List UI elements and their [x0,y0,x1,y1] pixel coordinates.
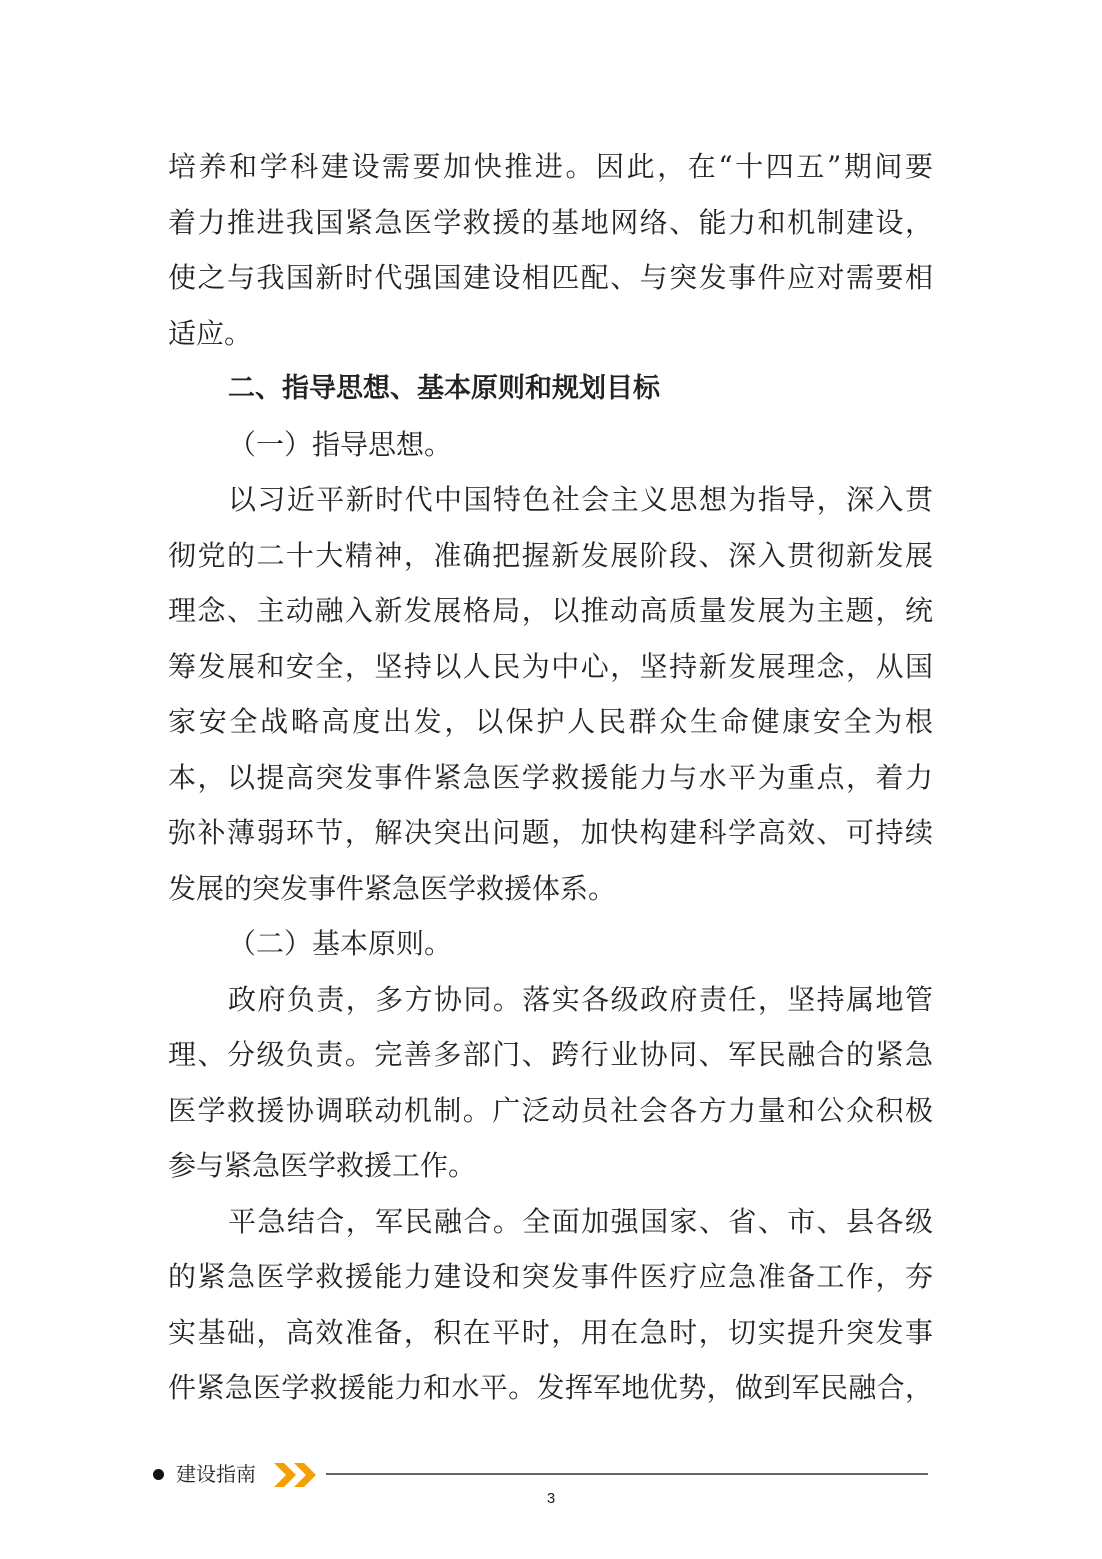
text-line: 家安全战略高度出发，以保护人民群众生命健康安全为根 [168,705,933,738]
text-line: 的紧急医学救援能力建设和突发事件医疗应急准备工作，夯 [168,1260,933,1293]
text-line: 发展的突发事件紧急医学救援体系。 [168,871,617,905]
text-line: 件紧急医学救援能力和水平。发挥军地优势，做到军民融合， [168,1371,933,1404]
text-line: 彻党的二十大精神，准确把握新发展阶段、深入贯彻新发展 [168,538,933,572]
text-line: 参与紧急医学救援工作。 [168,1149,477,1182]
bullet-icon [153,1469,164,1480]
footer-label: 建设指南 [176,1462,256,1486]
text-line: 二、指导思想、基本原则和规划目标 [228,373,660,404]
text-line: 筹发展和安全，坚持以人民为中心，坚持新发展理念，从国 [168,649,933,683]
paragraph [168,472,933,916]
section-heading [168,361,933,417]
text-line: （二）基本原则。 [228,927,453,960]
text-line: 使之与我国新时代强国建设相匹配、与突发事件应对需要相 [168,261,933,294]
text-line: 弥补薄弱环节，解决突出问题，加快构建科学高效、可持续 [168,816,933,849]
text-line: 以习近平新时代中国特色社会主义思想为指导，深入贯 [228,483,933,516]
document-body [168,139,933,1416]
paragraph [168,1194,933,1416]
text-line: 着力推进我国紧急医学救援的基地网络、能力和机制建设， [168,205,933,239]
paragraph [168,417,933,473]
double-chevron-icon [274,1463,320,1487]
paragraph [168,139,933,361]
text-line: 政府负责，多方协同。落实各级政府责任，坚持属地管 [228,982,933,1016]
text-line: 本，以提高突发事件紧急医学救援能力与水平为重点，着力 [168,760,933,794]
text-line: 平急结合，军民融合。全面加强国家、省、市、县各级 [228,1204,933,1238]
text-line: 理、分级负责。完善多部门、跨行业协同、军民融合的紧急 [168,1038,933,1071]
text-line: 医学救援协调联动机制。广泛动员社会各方力量和公众积极 [168,1093,933,1127]
paragraph [168,972,933,1194]
text-line: （一）指导思想。 [228,427,453,461]
page-footer [150,1458,930,1492]
text-line: 适应。 [168,316,253,350]
paragraph [168,916,933,972]
footer-rule [326,1473,928,1475]
text-line: 实基础，高效准备，积在平时，用在急时，切实提升突发事 [168,1315,933,1349]
text-line: 理念、主动融入新发展格局，以推动高质量发展为主题，统 [168,594,933,627]
text-line: 培养和学科建设需要加快推进。因此，在“十四五”期间要 [168,150,933,183]
page-number: 3 [546,1490,556,1507]
